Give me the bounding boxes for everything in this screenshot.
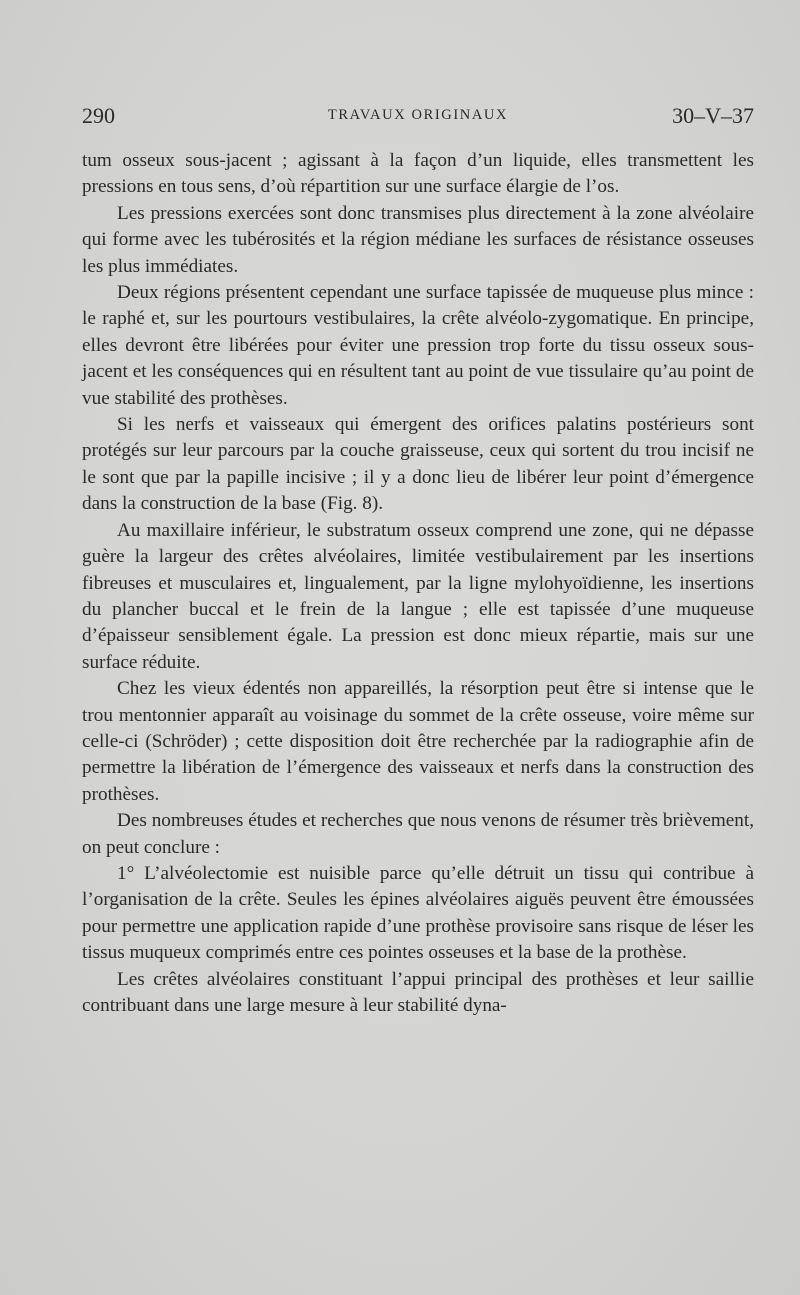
issue-date: 30–V–37: [672, 103, 754, 128]
paragraph: Des nombreuses études et recherches que nous venons de résumer très brièvement, on peut conclure :: [82, 810, 754, 858]
section-title: TRAVAUX ORIGINAUX: [327, 107, 509, 123]
paragraph: Au maxillaire inférieur, le substratum osseux comprend une zone, qui ne dépasse guère la largeur des crêtes alvéolaires, limitée vestibulairement par les insertions fibreuses et musculaires et, lingualement, par la ligne mylohyoïdienne, les insertions du plancher buccal et le frein de la langue ; elle est tapissée d’une muqueuse d’épaisseur sensiblement égale. La pression est donc mieux répartie, mais sur une surface réduite.: [82, 519, 754, 673]
paragraph: Si les nerfs et vaisseaux qui émergent des orifices palatins postérieurs sont protégés sur leur parcours par la couche graisseuse, ceux qui sortent du trou incisif ne le sont que par la papille incisive ; il y a donc lieu de libérer leur point d’émergence dans la construction de la base (Fig. 8).: [82, 414, 754, 515]
paragraph-numbered-conclusion: 1° L’alvéolectomie est nuisible parce qu’elle détruit un tissu qui contribue à l’organisation de la crête. Seules les épines alvéolaires aiguës peuvent être émoussées pour permettre une application rapide d’une prothèse provisoire sans risque de léser les tissus muqueux comprimés entre ces pointes osseuses et la base de la prothèse.: [82, 862, 754, 964]
paragraph: Les crêtes alvéolaires constituant l’appui principal des prothèses et leur saillie contribuant dans une large mesure à leur stabilité dyna-: [82, 968, 754, 1016]
paragraph: Chez les vieux édentés non appareillés, la résorption peut être si intense que le trou mentonnier apparaît au voisinage du sommet de la crête osseuse, voire même sur celle-ci (Schröder) ; cette disposition doit être recherchée par la radiographie afin de permettre la libération de l’émergence des vaisseaux et nerfs dans la construction des prothèses.: [82, 678, 754, 805]
paragraph: Les pressions exercées sont donc transmises plus directement à la zone alvéolaire qui forme avec les tubérosités et la région médiane les surfaces de résistance osseuses les plus immédiates.: [82, 202, 754, 277]
paragraph-continued: tum osseux sous-jacent ; agissant à la façon d’un liquide, elles transmettent les pressions en tous sens, d’où répartition sur une surface élargie de l’os.: [82, 150, 754, 198]
body-text: [82, 148, 754, 1019]
page-number: 290: [82, 103, 115, 128]
paragraph: Deux régions présentent cependant une surface tapissée de muqueuse plus mince : le raphé et, sur les pourtours vestibulaires, la crête alvéolo-zygomatique. En principe, elles devront être libérées pour éviter une pression trop forte du tissu osseux sous-jacent et les conséquences qui en résultent tant au point de vue tissulaire qu’au point de vue stabilité des prothèses.: [82, 282, 754, 409]
running-head: [82, 103, 754, 129]
